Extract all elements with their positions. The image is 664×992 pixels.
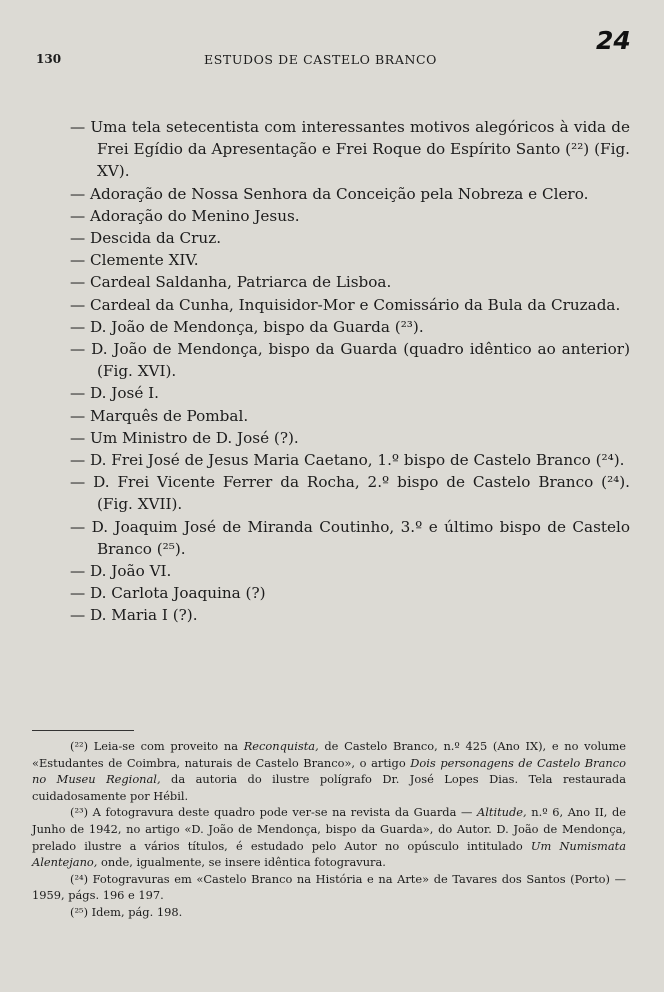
footnote-22: (²²) Leia-se com proveito na Reconquista, de Castelo Branco, n.º 425 (Ano IX), e no volume «Estudantes de Coimbra, naturais de Castelo Branco», o artigo Dois personagens de Castelo Branco no Museu Regional, da autoria do ilustre polígrafo Dr. José Lopes Dias. Tela restaurada cuidadosamente por Hébil. bbox=[32, 739, 627, 803]
footnote-divider bbox=[32, 730, 134, 731]
footnote-24: (²⁴) Fotogravuras em «Castelo Branco na História e na Arte» de Tavares dos Santos (Porto) — 1959, págs. 196 e 197. bbox=[32, 871, 626, 903]
footnote-25: (²⁵) Idem, pág. 198. bbox=[70, 904, 183, 919]
list-item: — Adoração de Nossa Senhora da Conceição pela Nobreza e Clero. bbox=[70, 184, 589, 203]
list-item: — D. Carlota Joaquina (?) bbox=[70, 584, 266, 603]
list-item: — D. Frei José de Jesus Maria Caetano, 1.º bispo de Castelo Branco (²⁴). bbox=[70, 451, 625, 470]
footnote-23: (²³) A fotogravura deste quadro pode ver-se na revista da Guarda — Altitude, n.º 6, Ano II, de Junho de 1942, no artigo «D. João de Mendonça, bispo da Guarda», do Autor. D. João de Mendonça, prelado ilustre a vários títulos, é estudado pelo Autor no opúsculo intitulado Um Numismata Alentejano, onde, igualmente, se insere idêntica fotogravura. bbox=[32, 805, 626, 870]
footnotes bbox=[32, 738, 626, 921]
handwritten-page-number: 24 bbox=[596, 26, 631, 55]
list-item: — Uma tela setecentista com interessantes motivos alegóricos à vida de Frei Egídio da Apresentação e Frei Roque do Espírito Santo (²²) (Fig. XV). bbox=[70, 118, 630, 181]
list-item: — Clemente XIV. bbox=[70, 251, 199, 270]
list-item: — D. João de Mendonça, bispo da Guarda (²³). bbox=[70, 317, 424, 336]
list-item: — Cardeal Saldanha, Patriarca de Lisboa. bbox=[70, 273, 392, 292]
artwork-list bbox=[70, 116, 630, 627]
list-item: — D. Maria I (?). bbox=[70, 606, 198, 625]
list-item: — Adoração do Menino Jesus. bbox=[70, 206, 300, 225]
list-item: — Cardeal da Cunha, Inquisidor-Mor e Comissário da Bula da Cruzada. bbox=[70, 295, 621, 314]
list-item: — Um Ministro de D. José (?). bbox=[70, 428, 299, 447]
list-item: — D. João VI. bbox=[70, 562, 172, 581]
list-item: — Descida da Cruz. bbox=[70, 229, 222, 248]
list-item: — D. Joaquim José de Miranda Coutinho, 3.º e último bispo de Castelo Branco (²⁵). bbox=[70, 517, 630, 558]
list-item: — D. José I. bbox=[70, 384, 159, 403]
list-item: — D. Frei Vicente Ferrer da Rocha, 2.º bispo de Castelo Branco (²⁴). (Fig. XVII). bbox=[70, 473, 630, 514]
list-item: — Marquês de Pombal. bbox=[70, 406, 249, 425]
running-title: ESTUDOS DE CASTELO BRANCO bbox=[204, 52, 437, 67]
page-number: 130 bbox=[36, 52, 62, 66]
list-item: — D. João de Mendonça, bispo da Guarda (quadro idêntico ao anterior) (Fig. XVI). bbox=[70, 340, 630, 381]
